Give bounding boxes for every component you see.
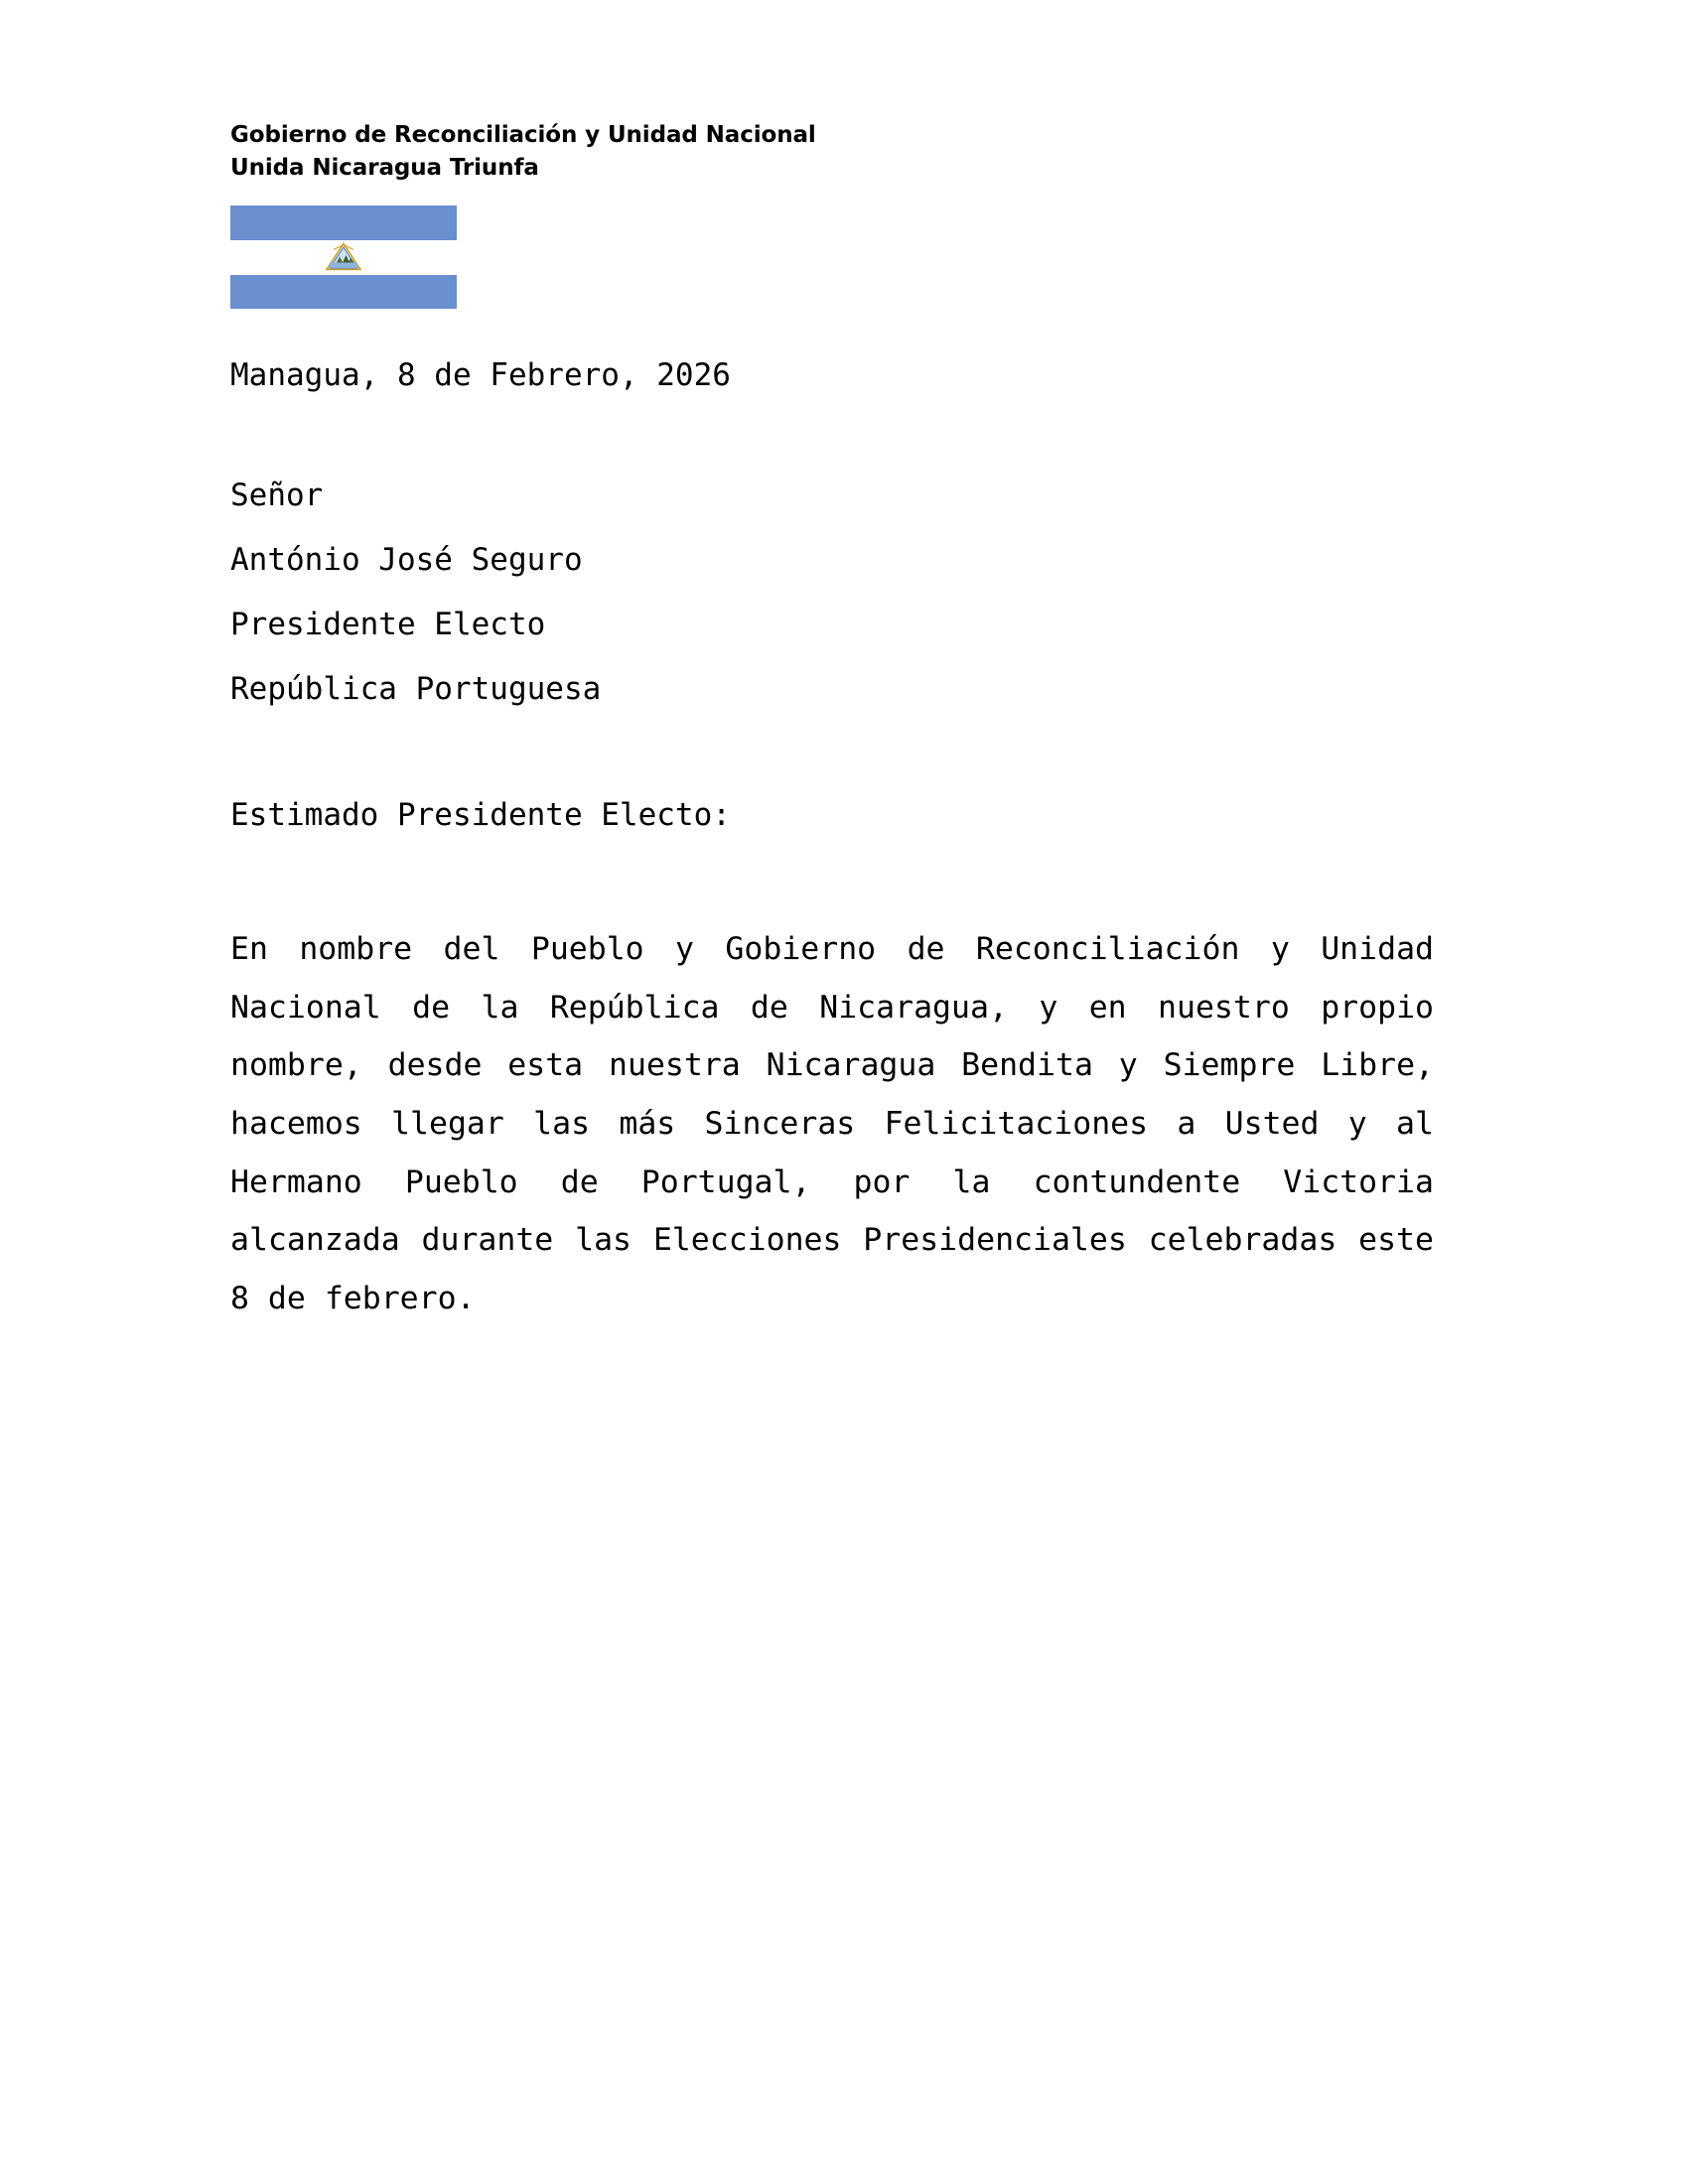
letter-body xyxy=(230,357,1465,1327)
letterhead-line-2: Unida Nicaragua Triunfa xyxy=(230,154,539,181)
nicaragua-coat-of-arms-icon xyxy=(324,241,363,274)
flag-band-bottom xyxy=(230,275,457,310)
addressee-title: Señor xyxy=(230,478,324,514)
spacer-after-address xyxy=(230,739,1465,800)
spacer-after-date xyxy=(230,391,1465,480)
letter-date: Managua, 8 de Febrero, 2026 xyxy=(230,357,731,394)
addressee-position: Presidente Electo xyxy=(230,607,546,643)
body-paragraph: En nombre del Pueblo y Gobierno de Reconciliación y Unidad Nacional de la República de Nicaragua, y en nuestro propio nombre, desde esta nuestra Nicaragua Bendita y Siempre Libre, hacemos llegar las más Sinceras Felicitaciones a Usted y al Hermano Pueblo de Portugal, por la contundente Victoria alcanzada durante las Elecciones Presidenciales celebradas este 8 de febrero. xyxy=(230,931,1434,1316)
letterhead xyxy=(230,119,1465,184)
letterhead-line-1: Gobierno de Reconciliación y Unidad Nacional xyxy=(230,122,816,148)
spacer-after-salutation xyxy=(230,831,1465,920)
salutation: Estimado Presidente Electo: xyxy=(230,797,731,834)
nicaragua-flag-icon xyxy=(230,205,457,309)
addressee-country: República Portuguesa xyxy=(230,671,602,708)
flag-band-top xyxy=(230,205,457,240)
addressee-name: António José Seguro xyxy=(230,542,583,579)
